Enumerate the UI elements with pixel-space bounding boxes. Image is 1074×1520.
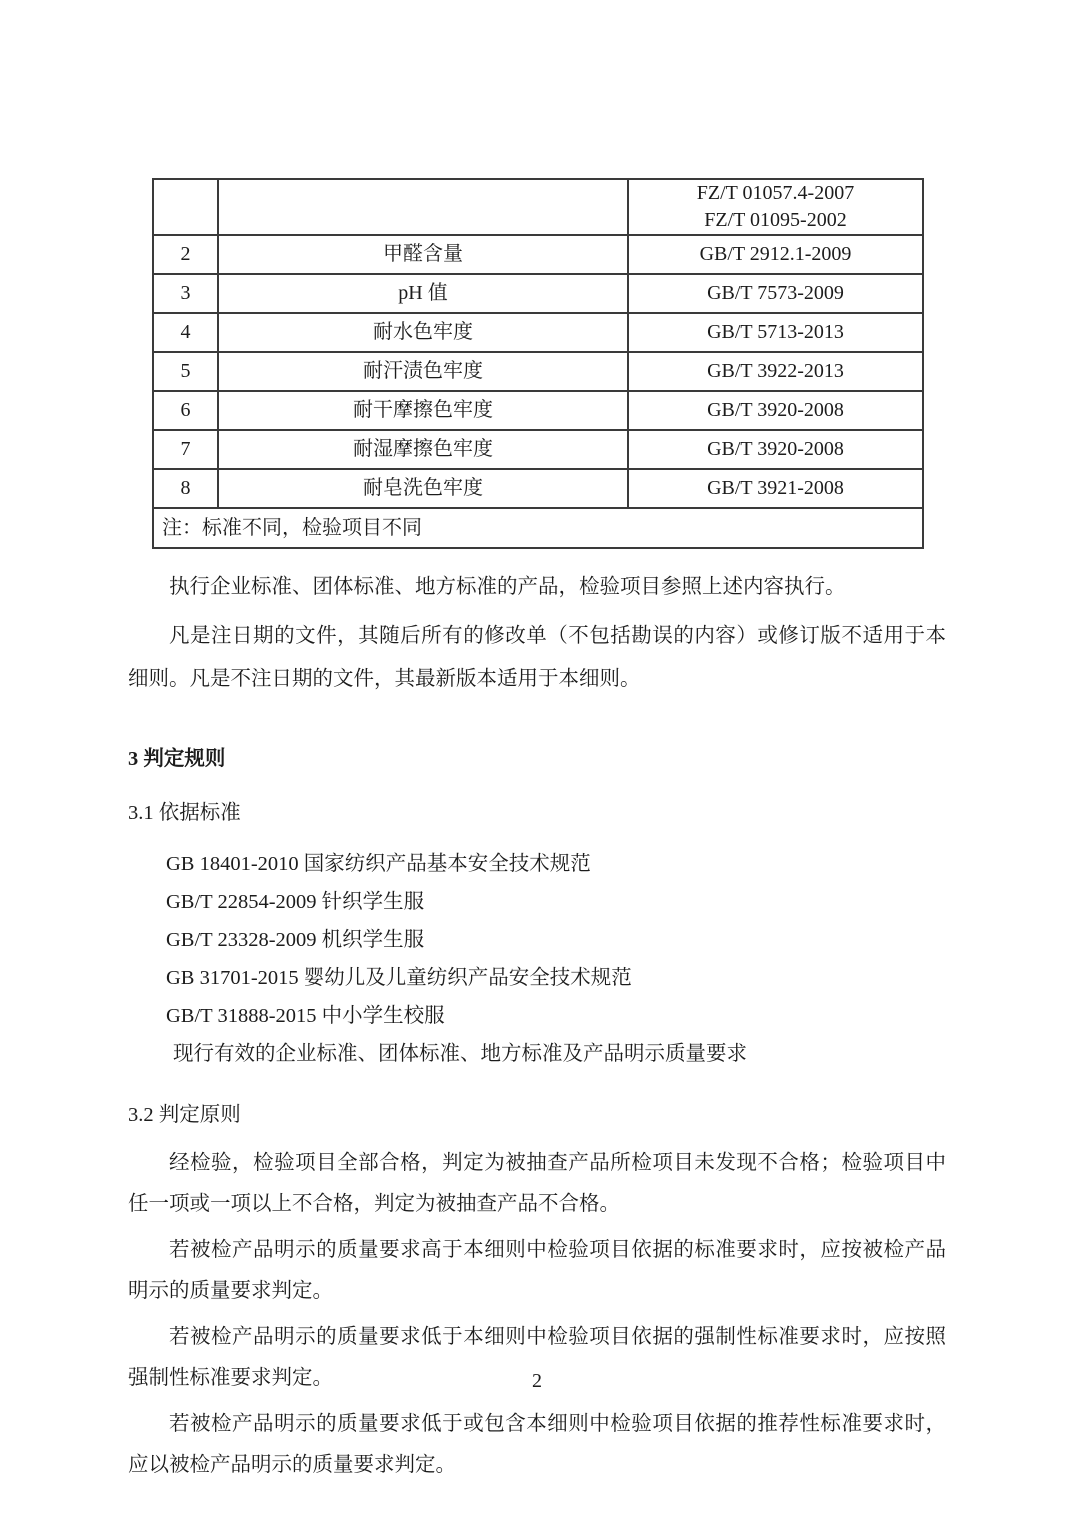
standard-cell (628, 179, 923, 235)
item-name-cell: pH 值 (218, 274, 628, 313)
row-number-cell: 8 (153, 469, 218, 508)
standard-reference-line: GB/T 23328-2009 机织学生服 (166, 929, 425, 951)
item-name-cell: 耐湿摩擦色牢度 (218, 430, 628, 469)
paragraph-execution-note: 执行企业标准、团体标准、地方标准的产品，检验项目参照上述内容执行。 (169, 576, 846, 598)
item-name-cell: 耐水色牢度 (218, 313, 628, 352)
row-number-cell: 6 (153, 391, 218, 430)
standard-reference-line: 现行有效的企业标准、团体标准、地方标准及产品明示质量要求 (173, 1043, 747, 1065)
standard-reference-line: GB 18401-2010 国家纺织产品基本安全技术规范 (166, 853, 591, 875)
item-name-cell: 耐干摩擦色牢度 (218, 391, 628, 430)
subsection-heading-basis-standards: 3.1 依据标准 (128, 802, 241, 824)
row-number-cell: 3 (153, 274, 218, 313)
table-row (153, 430, 923, 469)
standard-cell: GB/T 3920-2008 (628, 430, 923, 469)
standard-cell: GB/T 2912.1-2009 (628, 235, 923, 274)
paragraph-rule: 经检验，检验项目全部合格，判定为被抽查产品所检项目未发现不合格；检验项目中任一项或一项以上不合格，判定为被抽查产品不合格。 (128, 1152, 946, 1215)
paragraph-rule: 若被检产品明示的质量要求高于本细则中检验项目依据的标准要求时，应按被检产品明示的质量要求判定。 (128, 1239, 946, 1302)
table-row (153, 352, 923, 391)
paragraph-rule: 若被检产品明示的质量要求低于本细则中检验项目依据的强制性标准要求时，应按照强制性标准要求判定。 (128, 1326, 946, 1389)
item-name-cell: 甲醛含量 (218, 235, 628, 274)
inspection-standards-table (152, 178, 924, 549)
standard-cell: GB/T 5713-2013 (628, 313, 923, 352)
table-note-row (153, 508, 923, 548)
table-row (153, 274, 923, 313)
table-row (153, 469, 923, 508)
table-row (153, 391, 923, 430)
standard-cell: GB/T 3920-2008 (628, 391, 923, 430)
item-name-cell (218, 179, 628, 235)
page-content (128, 0, 946, 1486)
judgment-principles-text (128, 1143, 946, 1486)
standard-line: FZ/T 01095-2002 (704, 209, 847, 231)
standard-cell: GB/T 7573-2009 (628, 274, 923, 313)
table-row (153, 235, 923, 274)
standard-line: FZ/T 01057.4-2007 (696, 182, 855, 204)
row-number-cell (153, 179, 218, 235)
item-name-cell: 耐汗渍色牢度 (218, 352, 628, 391)
table-row (153, 179, 923, 235)
page-number: 2 (532, 1370, 542, 1392)
item-name-cell: 耐皂洗色牢度 (218, 469, 628, 508)
section-heading-judgment-rules: 3 判定规则 (128, 748, 226, 770)
standard-reference-list (128, 845, 946, 1073)
paragraph-rule: 若被检产品明示的质量要求低于或包含本细则中检验项目依据的推荐性标准要求时，应以被检产品明示的质量要求判定。 (128, 1413, 946, 1476)
row-number-cell: 7 (153, 430, 218, 469)
row-number-cell: 4 (153, 313, 218, 352)
table-note-cell: 注：标准不同，检验项目不同 (153, 508, 923, 548)
standard-reference-line: GB/T 22854-2009 针织学生服 (166, 891, 425, 913)
standard-reference-line: GB 31701-2015 婴幼儿及儿童纺织产品安全技术规范 (166, 967, 632, 989)
paragraph-dated-documents: 凡是注日期的文件，其随后所有的修改单（不包括勘误的内容）或修订版不适用于本细则。凡是不注日期的文件，其最新版本适用于本细则。 (128, 625, 946, 690)
subsection-heading-judgment-principles: 3.2 判定原则 (128, 1104, 241, 1126)
row-number-cell: 2 (153, 235, 218, 274)
standard-cell: GB/T 3922-2013 (628, 352, 923, 391)
standard-cell: GB/T 3921-2008 (628, 469, 923, 508)
standard-reference-line: GB/T 31888-2015 中小学生校服 (166, 1005, 445, 1027)
table-row (153, 313, 923, 352)
row-number-cell: 5 (153, 352, 218, 391)
